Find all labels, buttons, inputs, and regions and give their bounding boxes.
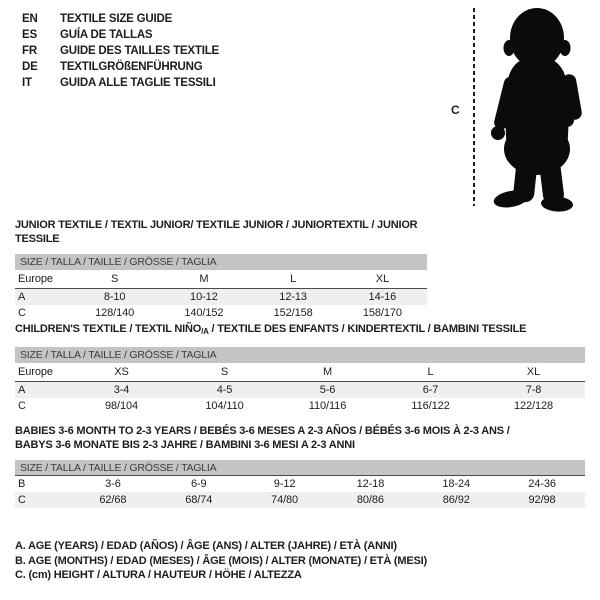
size-cell: XL: [526, 366, 541, 378]
height-cell: 80/86: [356, 494, 384, 506]
table-row-height: [15, 492, 585, 508]
size-header-bar: SIZE / TALLA / TAILLE / GRÖSSE / TAGLIA: [15, 254, 427, 270]
baby-silhouette-image: [479, 2, 599, 212]
row-label: C: [18, 400, 26, 412]
size-cell: M: [199, 273, 209, 285]
age-cell: 9-12: [273, 478, 296, 490]
row-label: C: [18, 494, 26, 506]
height-cell: 128/140: [95, 307, 135, 319]
size-header-bar: SIZE / TALLA / TAILLE / GRÖSSE / TAGLIA: [15, 347, 585, 363]
language-row: [22, 27, 219, 43]
language-code: ES: [22, 29, 37, 41]
height-measure-label: C: [451, 103, 460, 117]
height-cell: 92/98: [528, 494, 556, 506]
row-label: B: [18, 478, 26, 490]
age-cell: 3-4: [113, 384, 130, 396]
age-cell: 24-36: [528, 478, 556, 490]
height-cell: 104/110: [205, 400, 244, 412]
size-cell: M: [322, 366, 333, 378]
table-title: [15, 322, 585, 339]
language-row: [22, 59, 219, 75]
height-cell: 110/116: [308, 400, 347, 412]
language-row: [22, 75, 219, 91]
size-cell: XS: [114, 366, 129, 378]
height-cell: 122/128: [513, 400, 554, 412]
height-cell: 68/74: [185, 494, 213, 506]
legend-line-c: C. (cm) HEIGHT / ALTURA / HAUTEUR / HÖHE / ALTEZZA: [15, 569, 302, 581]
age-cell: 10-12: [190, 291, 218, 303]
size-table-children: [15, 322, 585, 414]
size-cell: XL: [375, 273, 389, 285]
size-cell: L: [427, 366, 434, 378]
table-title: JUNIOR TEXTILE / TEXTIL JUNIOR/ TEXTILE JUNIOR / JUNIORTEXTIL / JUNIOR TESSILE: [15, 219, 418, 245]
legend-line-b: B. AGE (MONTHS) / EDAD (MESES) / ÂGE (MOIS) / ALTER (MONATE) / ETÀ (MESI): [15, 554, 427, 567]
height-dashed-line: [473, 8, 475, 206]
language-row: [22, 11, 219, 27]
age-cell: 12-13: [279, 291, 307, 303]
language-row: [22, 43, 219, 59]
language-code: IT: [22, 77, 32, 89]
legend-line-a: A. AGE (YEARS) / EDAD (AÑOS) / ÂGE (ANS) / ALTER (JAHRE) / ETÀ (ANNI): [15, 540, 397, 552]
age-cell: 5-6: [319, 384, 336, 396]
height-cell: 140/152: [184, 307, 224, 319]
language-code: FR: [22, 45, 37, 57]
language-title-list: [22, 11, 219, 91]
size-cell: L: [290, 273, 297, 285]
table-row-europe: [15, 363, 585, 382]
height-cell: 86/92: [442, 494, 470, 506]
table-row-height: [15, 398, 585, 414]
age-cell: 3-6: [105, 478, 121, 490]
row-label: C: [18, 307, 26, 319]
height-cell: 116/122: [411, 400, 450, 412]
row-label: A: [18, 384, 26, 396]
age-cell: 8-10: [103, 291, 126, 303]
language-title: TEXTILE SIZE GUIDE: [60, 13, 173, 25]
measure-legend: [15, 539, 427, 583]
age-cell: 6-7: [422, 384, 439, 396]
age-cell: 6-9: [190, 478, 207, 490]
size-header-bar: SIZE / TALLA / TAILLE / GRÖSSE / TAGLIA: [15, 460, 585, 476]
table-row-age-months: [15, 476, 585, 492]
size-cell: S: [111, 273, 119, 285]
language-title: TEXTILGRÖßENFÜHRUNG: [60, 61, 203, 73]
size-table-babies: [15, 424, 585, 508]
age-cell: 14-16: [368, 291, 397, 303]
size-table-junior: [15, 218, 427, 321]
height-cell: 98/104: [104, 400, 139, 412]
size-cell: S: [220, 366, 229, 378]
age-cell: 18-24: [442, 478, 471, 490]
table-row-height: [15, 305, 427, 321]
row-label: Europe: [18, 273, 53, 285]
table-row-age: [15, 289, 427, 305]
language-code: EN: [22, 13, 38, 25]
table-row-europe: [15, 270, 427, 289]
height-cell: 62/68: [99, 494, 127, 506]
age-cell: 12-18: [356, 478, 385, 490]
table-title: [15, 424, 585, 452]
language-title: GUIDA ALLE TAGLIE TESSILI: [60, 77, 216, 89]
table-title-prefix: CHILDREN'S TEXTILE / TEXTIL NIÑO: [15, 323, 202, 335]
age-cell: 4-5: [216, 384, 233, 396]
age-cell: 7-8: [525, 384, 542, 396]
height-cell: 158/170: [362, 307, 402, 319]
height-cell: 152/158: [273, 307, 313, 319]
language-title: GUIDE DES TAILLES TEXTILE: [60, 45, 219, 57]
table-title-suffix: / TEXTILE DES ENFANTS / KINDERTEXTIL / BAMBINI TESSILE: [208, 323, 527, 335]
row-label: Europe: [18, 366, 53, 378]
language-title: GUÍA DE TALLAS: [60, 29, 153, 41]
language-code: DE: [22, 61, 38, 73]
height-cell: 74/80: [271, 494, 299, 506]
table-row-age: [15, 382, 585, 398]
table-title-line2: BABYS 3-6 MONATE BIS 2-3 JAHRE / BAMBINI 3-6 MESI A 2-3 ANNI: [15, 439, 355, 451]
table-title-subscript: /A: [201, 327, 209, 336]
table-title-line1: BABIES 3-6 MONTH TO 2-3 YEARS / BEBÉS 3-6 MESES A 2-3 AÑOS / BÉBÉS 3-6 MOIS À 2-3 ANS /: [15, 425, 510, 437]
row-label: A: [18, 291, 26, 303]
